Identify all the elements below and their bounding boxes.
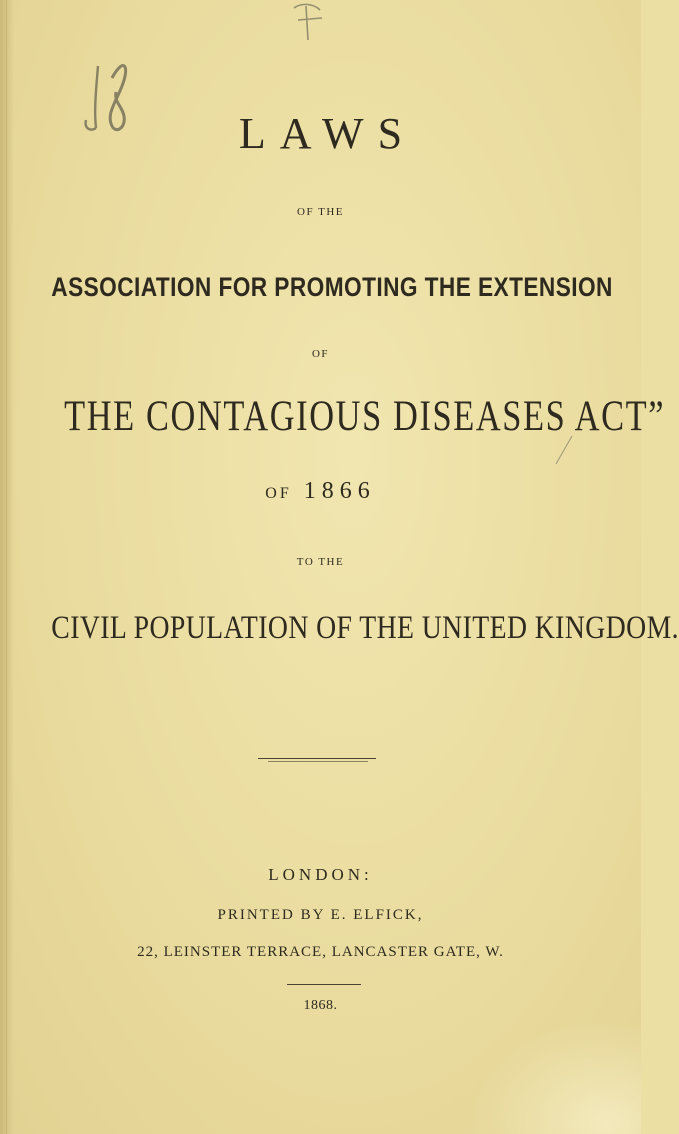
main-title: LAWS xyxy=(238,109,417,158)
act-year xyxy=(0,478,641,505)
imprint-address: 22, LEINSTER TERRACE, LANCASTER GATE, W. xyxy=(137,944,504,960)
act-year-value: 1866 xyxy=(303,478,376,504)
act-heading-text: THE CONTAGIOUS DISEASES ACT xyxy=(64,393,649,440)
imprint-printer: PRINTED BY E. ELFICK, xyxy=(217,907,424,923)
pencil-mark-top xyxy=(284,0,334,44)
association-heading: ASSOCIATION FOR PROMOTING THE EXTENSION xyxy=(51,272,613,302)
imprint-date: 1868. xyxy=(303,998,338,1013)
act-heading xyxy=(64,392,666,441)
paper-stain xyxy=(470,1020,641,1134)
act-year-of: OF xyxy=(265,485,292,502)
ornamental-rule xyxy=(258,758,376,759)
subtitle-of-the: OF THE xyxy=(297,206,344,218)
act-close-quote: ” xyxy=(648,393,666,440)
imprint-city: LONDON: xyxy=(268,865,373,884)
subtitle-of: OF xyxy=(311,348,330,360)
imprint-rule xyxy=(287,984,361,985)
pencil-tick xyxy=(548,430,578,470)
subtitle-to-the: TO THE xyxy=(296,556,345,568)
civil-heading: CIVIL POPULATION OF THE UNITED KINGDOM. xyxy=(51,610,679,646)
ornamental-rule-inner xyxy=(268,761,368,762)
